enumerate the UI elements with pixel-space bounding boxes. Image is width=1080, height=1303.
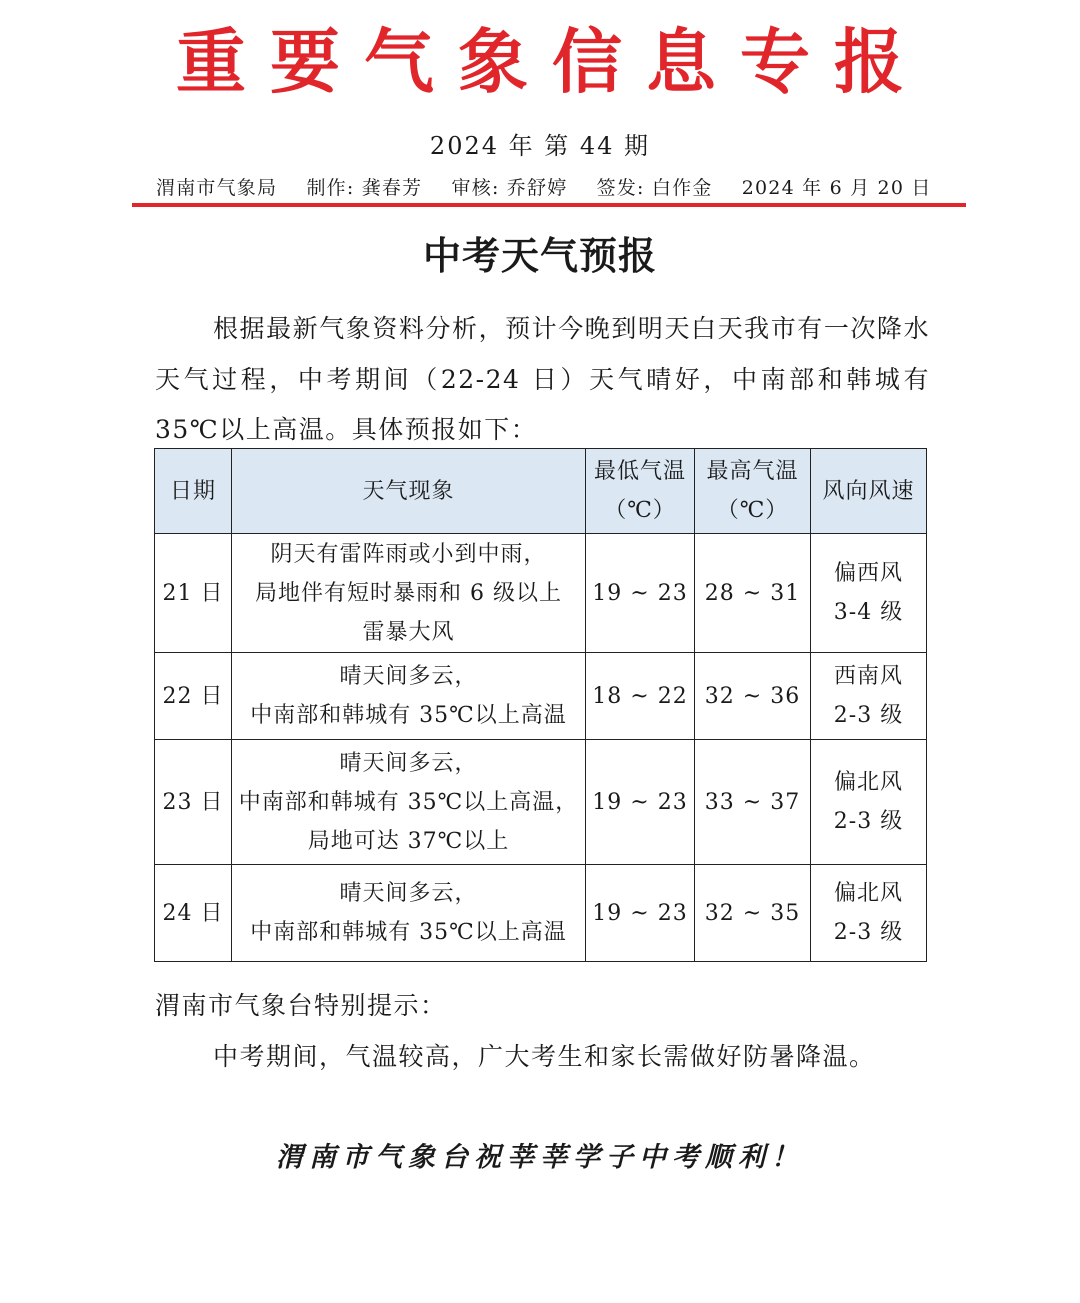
intro-paragraph: 根据最新气象资料分析，预计今晚到明天白天我市有一次降水天气过程，中考期间（22-24 日）天气晴好，中南部和韩城有 35℃以上高温。具体预报如下： [155, 314, 930, 444]
table-row [155, 534, 927, 653]
table-row [155, 865, 927, 962]
wind-cell [811, 653, 927, 740]
special-note-title: 渭南市气象台特别提示： [155, 991, 447, 1020]
weather-line: 局地可达 37℃以上 [307, 828, 510, 854]
issuer-credit: 签发: 白作金 [596, 177, 713, 199]
weather-line: 晴天间多云， [339, 881, 478, 906]
max-temp-cell: 32 ~ 36 [695, 653, 811, 740]
weather-line: 雷暴大风 [362, 619, 455, 645]
date-cell: 23 日 [155, 740, 232, 865]
header-max-temp-unit: （℃） [716, 498, 789, 523]
wind-cell [811, 534, 927, 653]
document-title: 中考天气预报 [422, 233, 657, 278]
min-temp-cell: 19 ~ 23 [586, 534, 695, 653]
weather-line: 中南部和韩城有 35℃以上高温， [238, 789, 579, 815]
header-min-temp-unit: （℃） [604, 498, 676, 523]
header-min-temp [586, 449, 695, 534]
min-temp-cell: 19 ~ 23 [586, 740, 695, 865]
forecast-table [154, 448, 927, 962]
table-header-row [155, 449, 927, 534]
weather-line: 阴天有雷阵雨或小到中雨， [270, 541, 547, 567]
table-row [155, 740, 927, 865]
min-temp-cell: 19 ~ 23 [586, 865, 695, 962]
special-note-body: 中考期间，气温较高，广大考生和家长需做好防暑降温。 [213, 1042, 876, 1071]
max-temp-cell: 33 ~ 37 [695, 740, 811, 865]
issuing-org: 渭南市气象局 [156, 177, 278, 199]
closing-wish: 渭南市气象台祝莘莘学子中考顺利！ [276, 1142, 804, 1173]
weather-line: 中南部和韩城有 35℃以上高温 [250, 920, 567, 945]
header-min-temp-label: 最低气温 [593, 459, 686, 484]
weather-cell [232, 653, 586, 740]
wind-cell [811, 740, 927, 865]
min-temp-cell: 18 ~ 22 [586, 653, 695, 740]
weather-cell [232, 865, 586, 962]
header-wind: 风向风速 [811, 449, 927, 534]
weather-cell [232, 740, 586, 865]
wind-level: 2-3 级 [833, 809, 904, 834]
header-date: 日期 [155, 449, 232, 534]
red-divider [132, 203, 966, 207]
date-cell: 21 日 [155, 534, 232, 653]
weather-line: 晴天间多云， [339, 664, 478, 689]
wind-direction: 偏北风 [833, 881, 903, 906]
table-row [155, 653, 927, 740]
weather-line: 晴天间多云， [339, 750, 478, 776]
weather-cell [232, 534, 586, 653]
wind-direction: 西南风 [833, 664, 903, 689]
wind-direction: 偏北风 [833, 770, 903, 795]
wind-level: 3-4 级 [833, 600, 904, 625]
header-weather: 天气现象 [232, 449, 586, 534]
issue-number: 2024 年 第 44 期 [429, 132, 651, 160]
wind-level: 2-3 级 [833, 920, 904, 945]
masthead-title: 重要气象信息专报 [176, 20, 928, 103]
header-max-temp [695, 449, 811, 534]
wind-cell [811, 865, 927, 962]
wind-direction: 偏西风 [833, 561, 903, 586]
date-cell: 24 日 [155, 865, 232, 962]
date-cell: 22 日 [155, 653, 232, 740]
reviewer-credit: 审核: 乔舒婷 [451, 177, 568, 199]
wind-level: 2-3 级 [833, 703, 904, 728]
weather-line: 局地伴有短时暴雨和 6 级以上 [255, 580, 562, 606]
issue-date: 2024 年 6 月 20 日 [741, 177, 932, 199]
max-temp-cell: 32 ~ 35 [695, 865, 811, 962]
author-credit: 制作: 龚春芳 [306, 177, 423, 199]
weather-line: 中南部和韩城有 35℃以上高温 [250, 703, 567, 728]
max-temp-cell: 28 ~ 31 [695, 534, 811, 653]
credits-line [156, 172, 936, 204]
header-max-temp-label: 最高气温 [706, 459, 799, 484]
